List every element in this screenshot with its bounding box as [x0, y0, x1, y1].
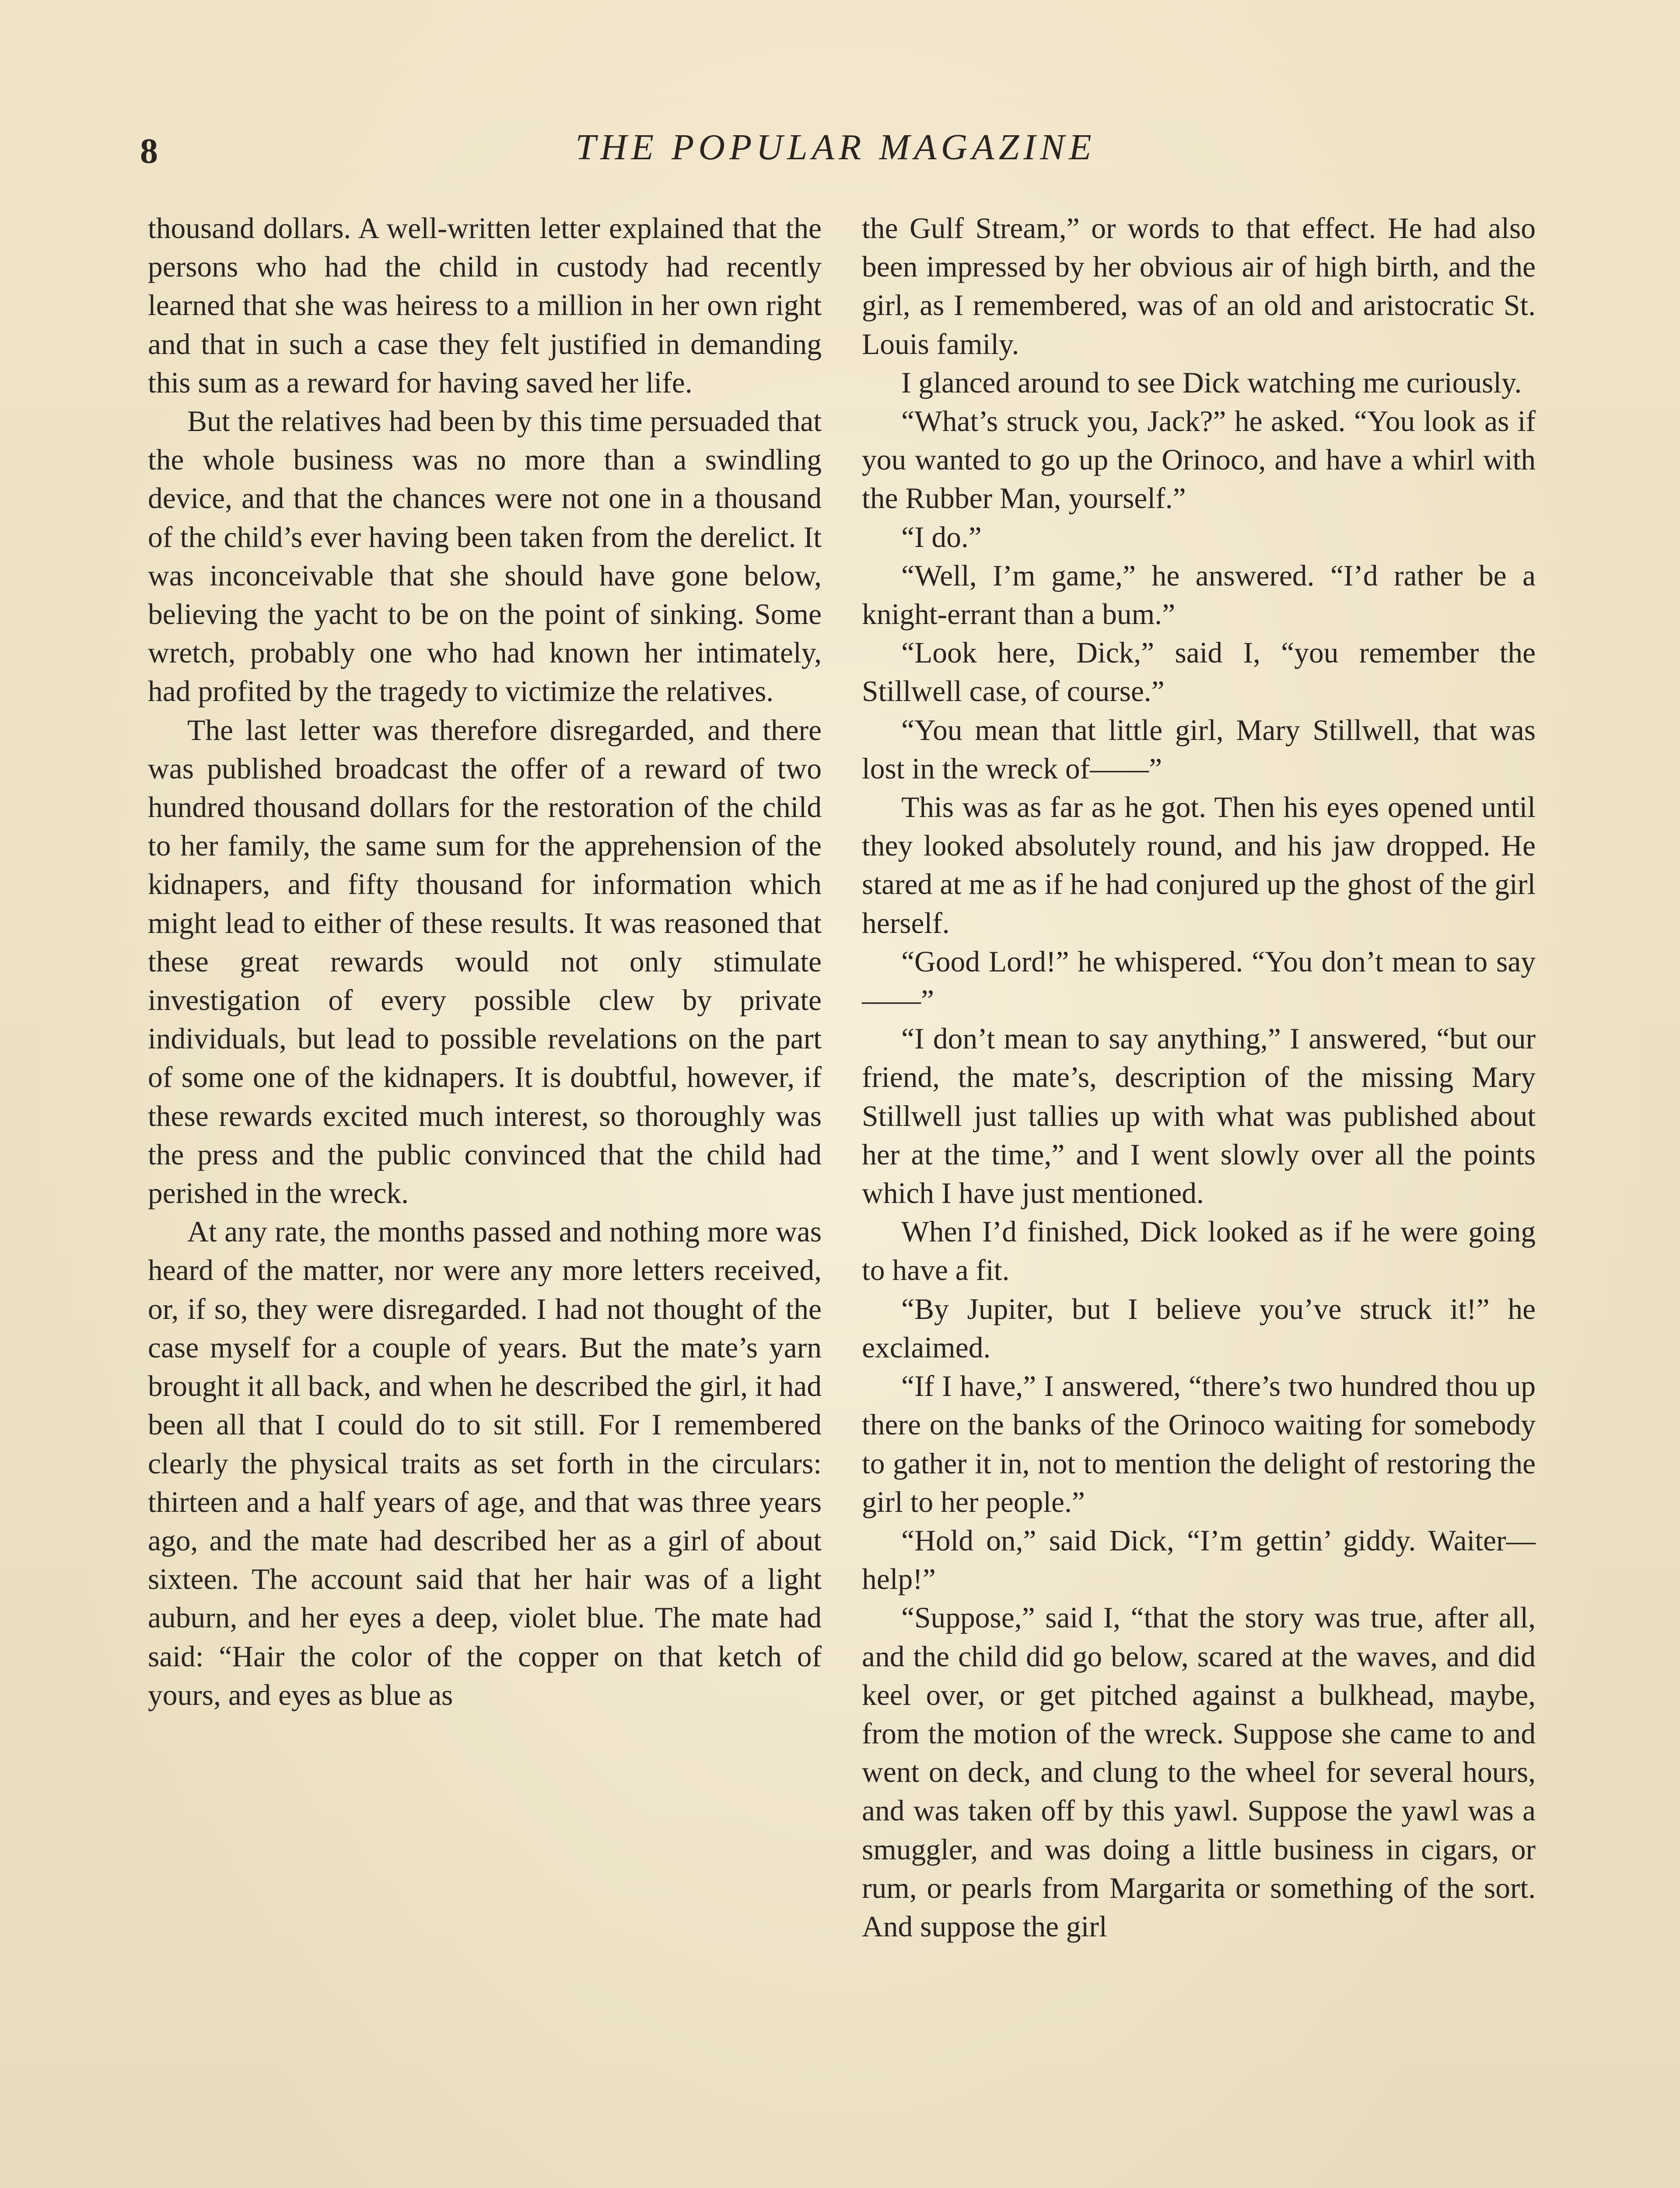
- paragraph: When I’d finished, Dick looked as if he were going to have a fit.: [862, 1215, 1536, 1287]
- running-title: THE POPULAR MAGAZINE: [575, 127, 1096, 168]
- page-number: 8: [140, 131, 159, 171]
- paragraph: “You mean that little girl, Mary Stillwell, that was lost in the wreck of——”: [862, 713, 1536, 785]
- left-column: [148, 209, 822, 1715]
- paragraph: “Suppose,” said I, “that the story was true, after all, and the child did go below, scared at the waves, and did keel over, or get pitched against a bulkhead, maybe, from the motion of the wreck. Suppose she came to and went on deck, and clung to the wheel for several hours, and was taken off by this yawl. Suppose the yawl was a smuggler, and was doing a little business in cigars, or rum, or pearls from Margarita or something of the sort. And suppose the girl: [862, 1601, 1536, 1943]
- paragraph: “Hold on,” said Dick, “I’m gettin’ giddy. Waiter—help!”: [862, 1524, 1536, 1596]
- page-header: [140, 126, 1531, 183]
- paragraph: “By Jupiter, but I believe you’ve struck it!” he exclaimed.: [862, 1292, 1536, 1364]
- paragraph: “I don’t mean to say anything,” I answered, “but our friend, the mate’s, description of the missing Mary Stillwell just tallies up with what was published about her at the time,” and I went slowly over all the points which I have just mentioned.: [862, 1022, 1536, 1210]
- paragraph: At any rate, the months passed and nothing more was heard of the matter, nor were any more letters received, or, if so, they were disregarded. I had not thought of the case myself for a couple of years. But the mate’s yarn brought it all back, and when he described the girl, it had been all that I could do to sit still. For I remembered clearly the physical traits as set forth in the circulars: thirteen and a half years of age, and that was three years ago, and the mate had described her as a girl of about sixteen. The account said that her hair was of a light auburn, and her eyes a deep, violet blue. The mate had said: “Hair the color of the copper on that ketch of yours, and eyes as blue as: [148, 1215, 822, 1711]
- paragraph: I glanced around to see Dick watching me curiously.: [901, 366, 1522, 399]
- paragraph: the Gulf Stream,” or words to that effect. He had also been impressed by her obvious air of high birth, and the girl, as I remembered, was of an old and aristocratic St. Louis family.: [862, 212, 1536, 361]
- paragraph: “Look here, Dick,” said I, “you remember the Stillwell case, of course.”: [862, 636, 1536, 708]
- paragraph: “Good Lord!” he whispered. “You don’t mean to say——”: [862, 945, 1536, 1017]
- paragraph: “What’s struck you, Jack?” he asked. “You look as if you wanted to go up the Orinoco, and have a whirl with the Rubber Man, yourself.”: [862, 405, 1536, 515]
- paragraph: “Well, I’m game,” he answered. “I’d rather be a knight-errant than a bum.”: [862, 559, 1536, 631]
- paragraph: thousand dollars. A well-written letter explained that the persons who had the child in custody had recently learned that she was heiress to a million in her own right and that in such a case they felt justified in demanding this sum as a reward for having saved her life.: [148, 212, 822, 399]
- paragraph: But the relatives had been by this time persuaded that the whole business was no more than a swindling device, and that the chances were not one in a thousand of the child’s ever having been taken from the derelict. It was inconceivable that she should have gone below, believing the yacht to be on the point of sinking. Some wretch, probably one who had known her intimately, had profited by the tragedy to victimize the relatives.: [148, 405, 822, 708]
- paragraph: The last letter was therefore disregarded, and there was published broadcast the offer of a reward of two hundred thousand dollars for the restoration of the child to her family, the same sum for the apprehension of the kidnapers, and fifty thousand for information which might lead to either of these results. It was reasoned that these great rewards would not only stimulate investigation of every possible clew by private individuals, but lead to possible revelations on the part of some one of the kidnapers. It is doubtful, however, if these rewards excited much interest, so thoroughly was the press and the public convinced that the child had perished in the wreck.: [148, 713, 822, 1210]
- right-column: [862, 209, 1536, 1946]
- paragraph: “I do.”: [901, 520, 982, 554]
- paragraph: “If I have,” I answered, “there’s two hundred thou up there on the banks of the Orinoco waiting for somebody to gather it in, not to mention the delight of restoring the girl to her people.”: [862, 1370, 1536, 1518]
- paragraph: This was as far as he got. Then his eyes opened until they looked absolutely round, and his jaw dropped. He stared at me as if he had conjured up the ghost of the girl herself.: [862, 791, 1536, 940]
